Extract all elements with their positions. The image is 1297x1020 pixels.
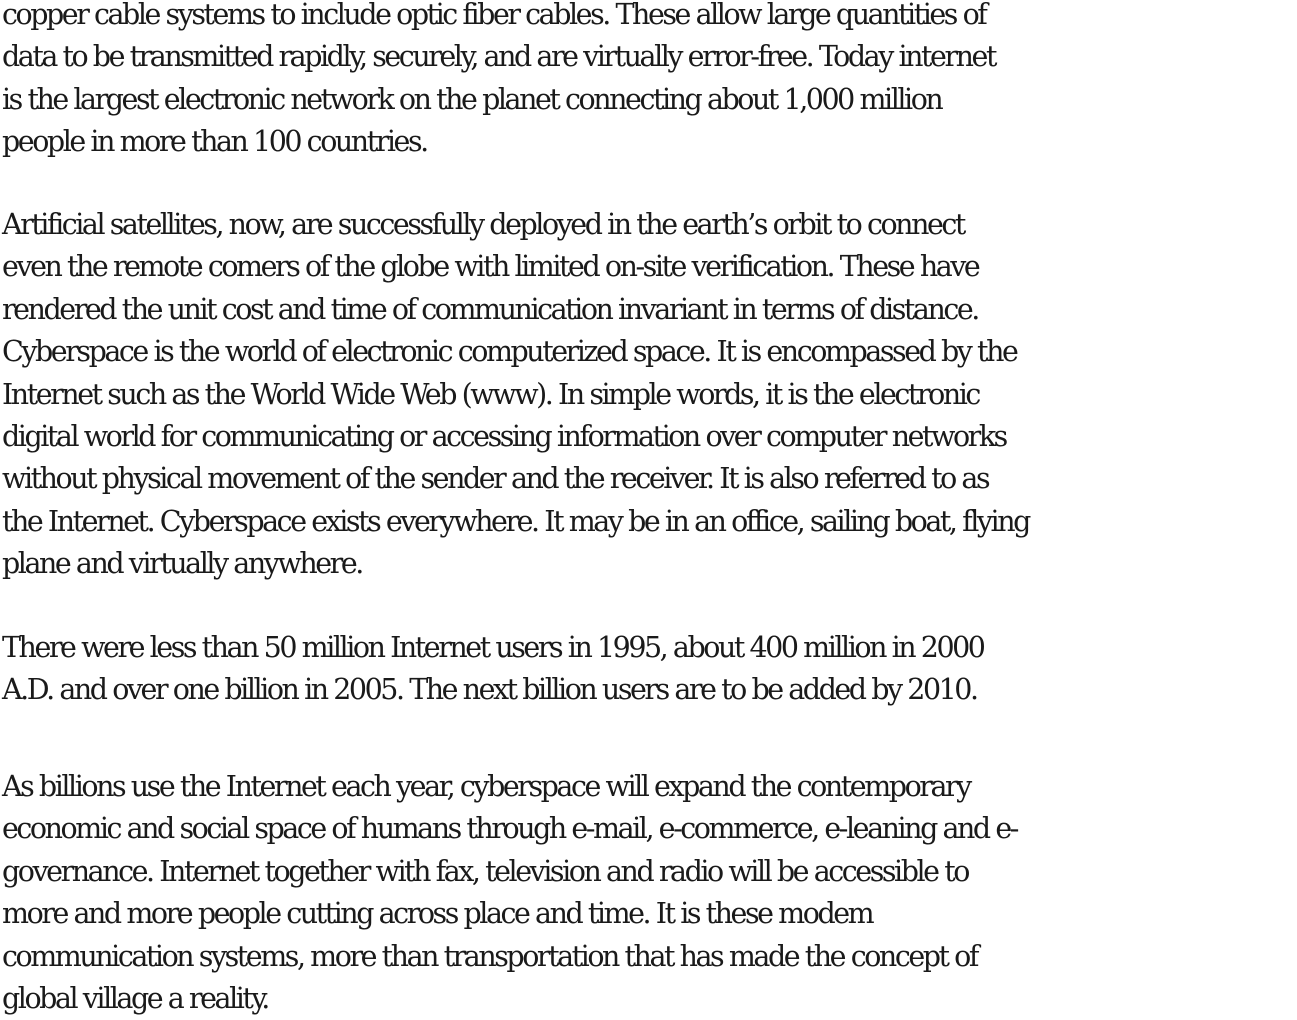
text-line: Artificial satellites, now, are successfully deployed in the earth’s orbit to connect — [2, 208, 964, 241]
text-line: even the remote comers of the globe with limited on-site verification. These have — [2, 250, 979, 284]
text-line: more and more people cutting across place and time. It is these modem — [2, 897, 873, 931]
text-line: the Internet. Cyberspace exists everywhere. It may be in an office, sailing boat, flying — [2, 504, 1029, 538]
paragraph-fiber-optics — [2, 0, 1297, 164]
text-line: A.D. and over one billion in 2005. The next billion users are to be added by 2010. — [2, 673, 977, 707]
text-line: copper cable systems to include optic fiber cables. These allow large quantities of — [2, 0, 986, 31]
paragraph-global-village — [2, 766, 1297, 1020]
text-line: As billions use the Internet each year, cyberspace will expand the contemporary — [2, 770, 970, 803]
text-line: Cyberspace is the world of electronic computerized space. It is encompassed by the — [2, 335, 1017, 369]
text-line: without physical movement of the sender and the receiver. It is also referred to as — [2, 462, 989, 496]
text-line: people in more than 100 countries. — [2, 125, 427, 159]
text-line: is the largest electronic network on the planet connecting about 1,000 million — [2, 82, 942, 116]
text-line: plane and virtually anywhere. — [2, 547, 362, 581]
text-line: Internet such as the World Wide Web (www). In simple words, it is the electronic — [2, 377, 979, 411]
text-line: digital world for communicating or accessing information over computer networks — [2, 419, 1006, 453]
text-line: rendered the unit cost and time of communication invariant in terms of distance. — [2, 292, 978, 326]
text-line: economic and social space of humans through e-mail, e-commerce, e-leaning and e- — [2, 812, 1017, 846]
paragraph-internet-users — [2, 627, 1297, 712]
text-line: governance. Internet together with fax, television and radio will be accessible to — [2, 854, 968, 888]
text-line: There were less than 50 million Internet users in 1995, about 400 million in 2000 — [2, 631, 984, 664]
text-line: global village a reality. — [2, 981, 268, 1015]
paragraph-satellites-cyberspace — [2, 204, 1297, 586]
text-line: communication systems, more than transportation that has made the concept of — [2, 939, 977, 973]
text-line: data to be transmitted rapidly, securely, and are virtually error-free. Today internet — [2, 40, 995, 74]
